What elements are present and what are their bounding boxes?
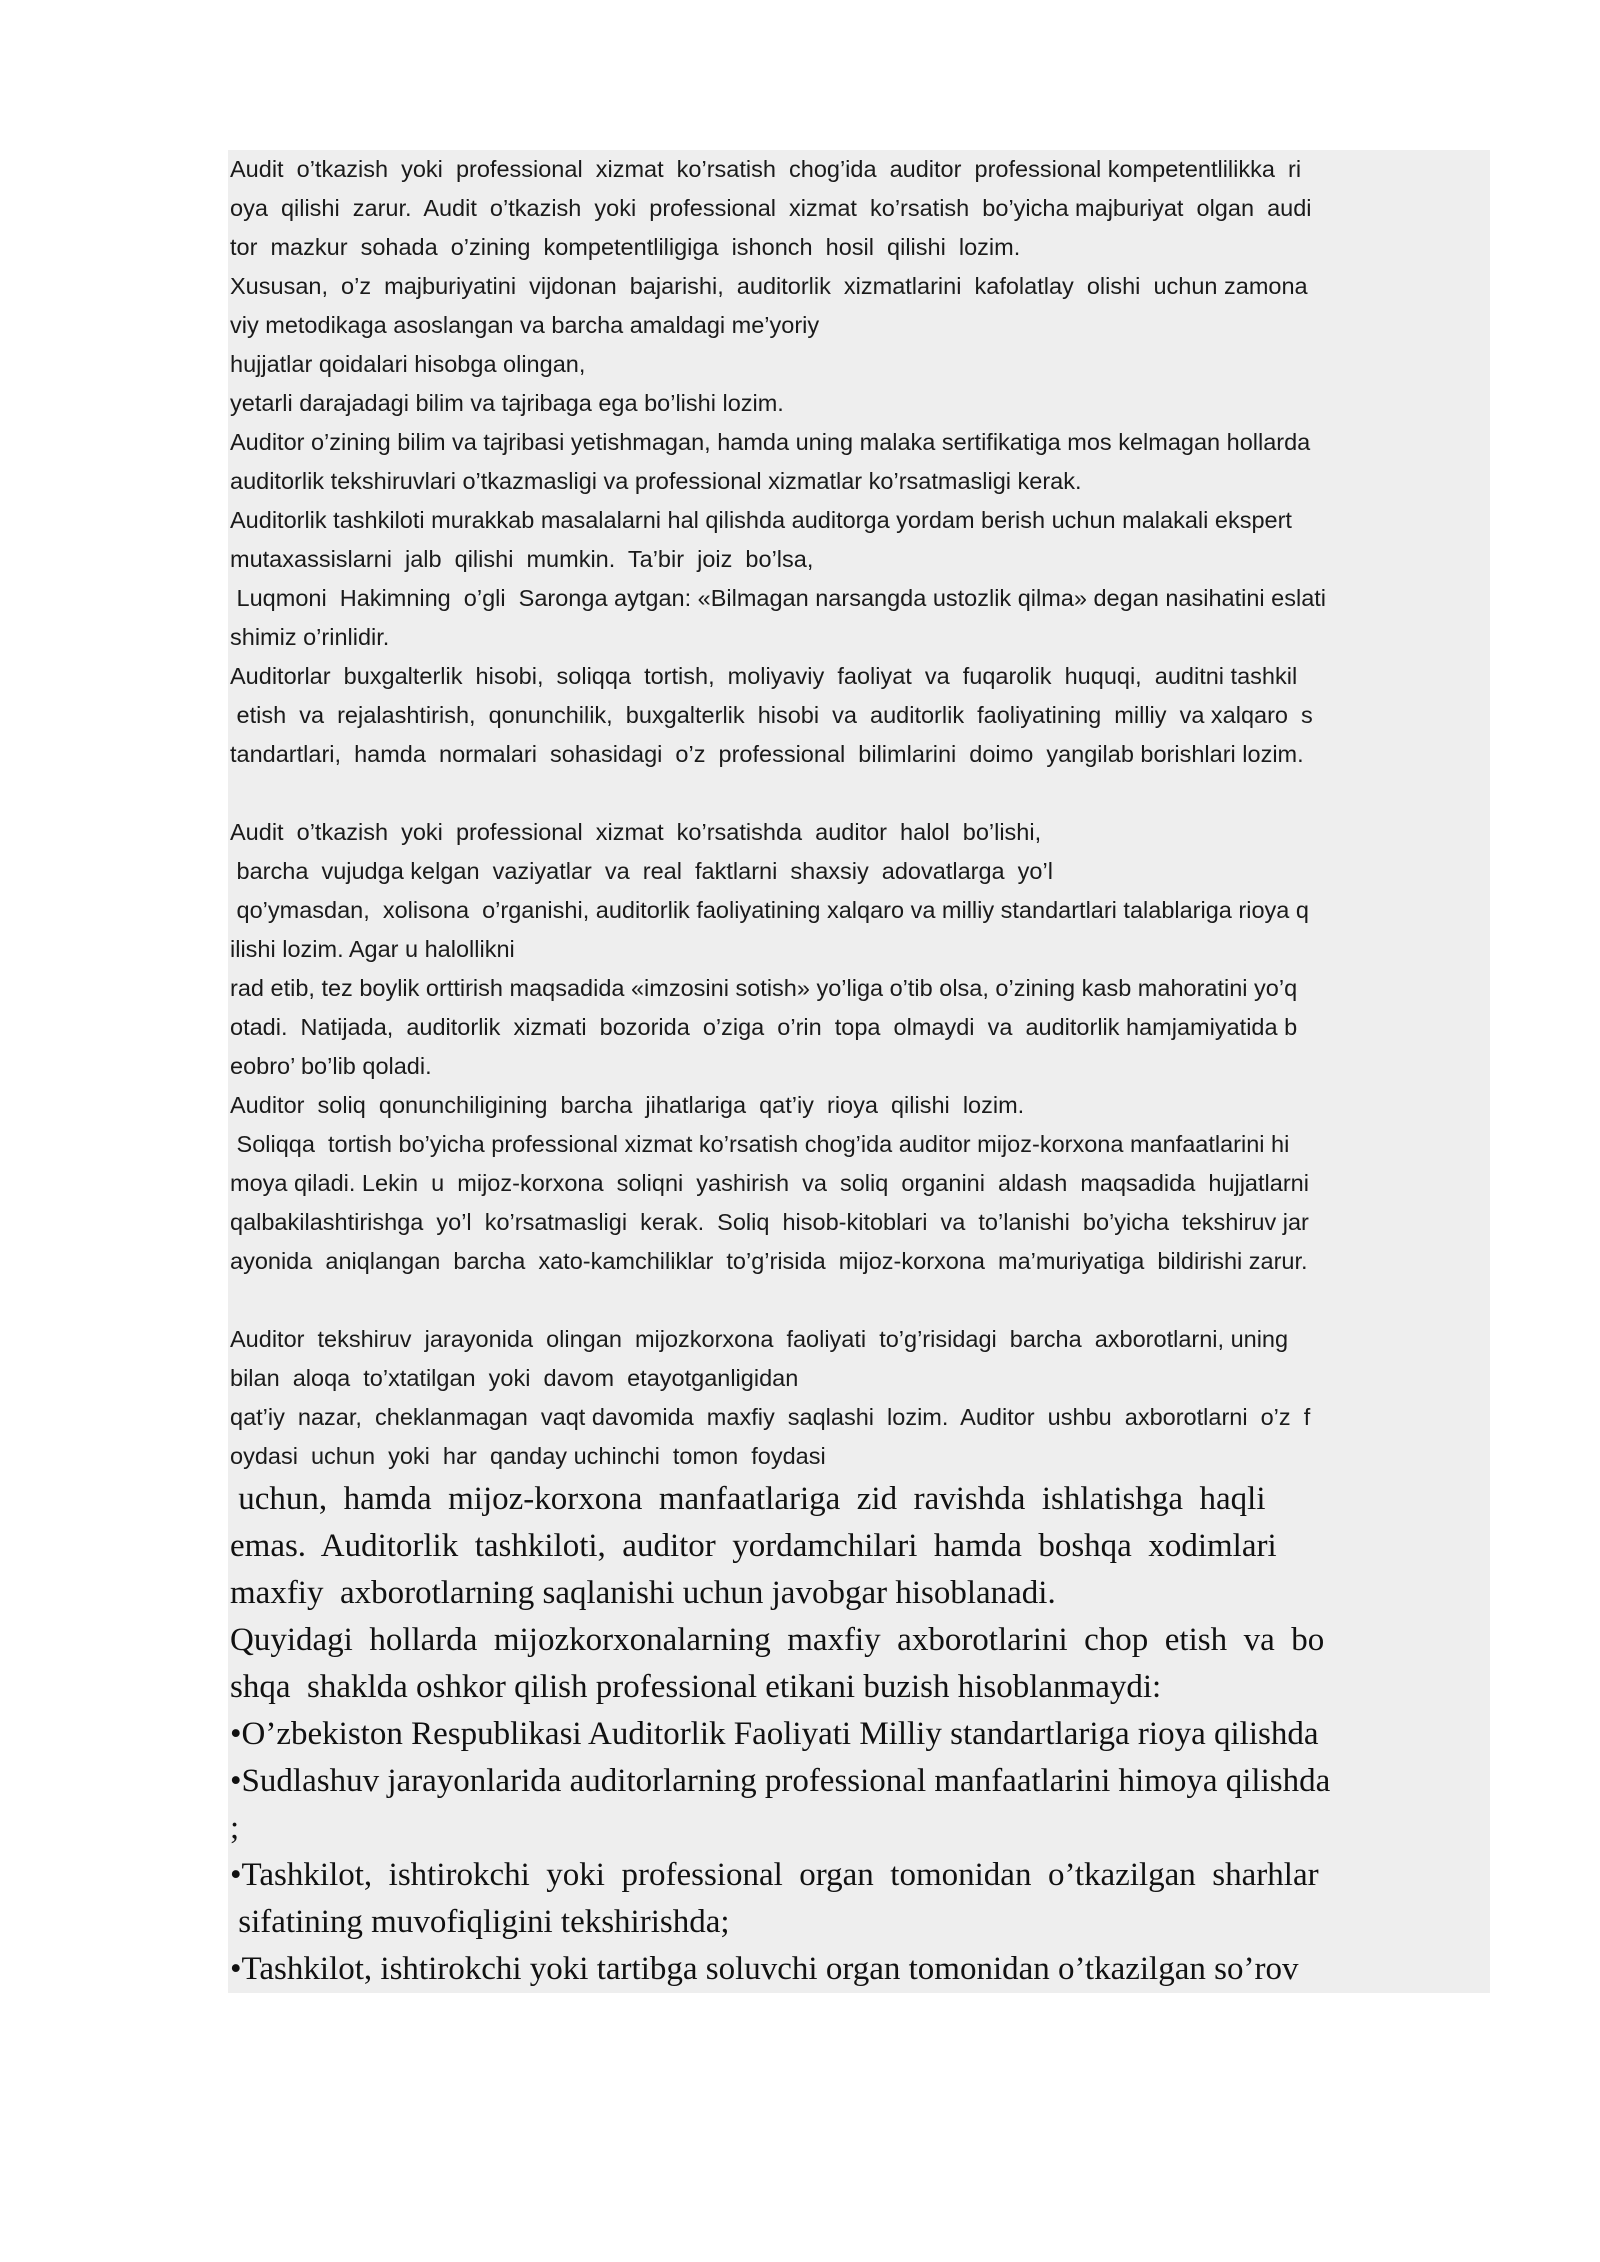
bullet-item: •Tashkilot, ishtirokchi yoki professional organ tomonidan o’tkazilgan sharhlar bbox=[230, 1857, 1319, 1893]
text-line: rad etib, tez boylik orttirish maqsadida «imzosini sotish» yo’liga o’tib olsa, o’zining kasb mahoratini yo’q bbox=[230, 975, 1298, 1001]
section-competence bbox=[228, 150, 1490, 813]
text-line: Soliqqa tortish bo’yicha professional xizmat ko’rsatish chog’ida auditor mijoz-korxona manfaatlarini hi bbox=[230, 1131, 1290, 1157]
text-line: qalbakilashtirishga yo’l ko’rsatmasligi kerak. Soliq hisob-kitoblari va to’lanishi bo’yicha tekshiruv jar bbox=[230, 1209, 1309, 1235]
text-line: tandartlari, hamda normalari sohasidagi o’z professional bilimlarini doimo yangilab borishlari lozim. bbox=[230, 741, 1304, 767]
text-line: Auditor o’zining bilim va tajribasi yetishmagan, hamda uning malaka sertifikatiga mos kelmagan hollarda bbox=[230, 429, 1311, 455]
text-line: ayonida aniqlangan barcha xato-kamchiliklar to’g’risida mijoz-korxona ma’muriyatiga bildirishi zarur. bbox=[230, 1248, 1308, 1274]
text-line: Luqmoni Hakimning o’gli Saronga aytgan: «Bilmagan narsangda ustozlik qilma» degan nasihatini eslati bbox=[230, 585, 1327, 611]
text-line: maxfiy axborotlarning saqlanishi uchun javobgar hisoblanadi. bbox=[230, 1575, 1056, 1611]
text-line: Audit o’tkazish yoki professional xizmat ko’rsatishda auditor halol bo’lishi, bbox=[230, 819, 1042, 845]
text-line: Xususan, o’z majburiyatini vijdonan bajarishi, auditorlik xizmatlarini kafolatlay olishi uchun zamona bbox=[230, 273, 1308, 299]
paragraph-gap bbox=[230, 774, 1488, 813]
section-honesty bbox=[228, 813, 1490, 1320]
bullet-item: •Tashkilot, ishtirokchi yoki tartibga soluvchi organ tomonidan o’tkazilgan so’rov bbox=[230, 1951, 1299, 1987]
text-line: yetarli darajadagi bilim va tajribaga ega bo’lishi lozim. bbox=[230, 390, 784, 416]
text-line: viy metodikaga asoslangan va barcha amaldagi me’yoriy bbox=[230, 312, 820, 338]
text-line: oya qilishi zarur. Audit o’tkazish yoki professional xizmat ko’rsatish bo’yicha majburiyat olgan audi bbox=[230, 195, 1312, 221]
text-line: bilan aloqa to’xtatilgan yoki davom etayotganligidan bbox=[230, 1365, 799, 1391]
text-line: Audit o’tkazish yoki professional xizmat ko’rsatish chog’ida auditor professional kompetentlilikka ri bbox=[230, 156, 1302, 182]
text-line: barcha vujudga kelgan vaziyatlar va real faktlarni shaxsiy adovatlarga yo’l bbox=[230, 858, 1053, 884]
text-line: shqa shaklda oshkor qilish professional etikani buzish hisoblanmaydi: bbox=[230, 1669, 1162, 1705]
document-text-block bbox=[228, 150, 1490, 1993]
text-line: emas. Auditorlik tashkiloti, auditor yordamchilari hamda boshqa xodimlari bbox=[230, 1528, 1277, 1564]
text-line: Auditor tekshiruv jarayonida olingan mijozkorxona faoliyati to’g’risidagi barcha axborotlarni, uning bbox=[230, 1326, 1289, 1352]
text-line: mutaxassislarni jalb qilishi mumkin. Ta’bir joiz bo’lsa, bbox=[230, 546, 814, 572]
text-line: sifatining muvofiqligini tekshirishda; bbox=[230, 1904, 730, 1940]
text-line: ; bbox=[230, 1810, 240, 1846]
text-line: uchun, hamda mijoz-korxona manfaatlariga zid ravishda ishlatishga haqli bbox=[230, 1481, 1266, 1517]
text-line: tor mazkur sohada o’zining kompetentliligiga ishonch hosil qilishi lozim. bbox=[230, 234, 1021, 260]
text-line: Auditor soliq qonunchiligining barcha jihatlariga qat’iy rioya qilishi lozim. bbox=[230, 1092, 1025, 1118]
text-line: Auditorlik tashkiloti murakkab masalalarni hal qilishda auditorga yordam berish uchun malakali ekspert bbox=[230, 507, 1292, 533]
text-line: eobro’ bo’lib qoladi. bbox=[230, 1053, 432, 1079]
text-line: qat’iy nazar, cheklanmagan vaqt davomida maxfiy saqlashi lozim. Auditor ushbu axborotlarni o’z f bbox=[230, 1404, 1311, 1430]
section-confidentiality bbox=[228, 1320, 1490, 1476]
text-line: Auditorlar buxgalterlik hisobi, soliqqa tortish, moliyaviy faoliyat va fuqarolik huquqi, auditni tashkil bbox=[230, 663, 1298, 689]
text-line: qo’ymasdan, xolisona o’rganishi, auditorlik faoliyatining xalqaro va milliy standartlari talablariga rioya q bbox=[230, 897, 1309, 923]
bullet-item: •Sudlashuv jarayonlarida auditorlarning professional manfaatlarini himoya qilishda bbox=[230, 1763, 1331, 1799]
text-line: ilishi lozim. Agar u halollikni bbox=[230, 936, 515, 962]
text-line: etish va rejalashtirish, qonunchilik, buxgalterlik hisobi va auditorlik faoliyatining milliy va xalqaro s bbox=[230, 702, 1313, 728]
text-line: auditorlik tekshiruvlari o’tkazmasligi va professional xizmatlar ko’rsatmasligi kerak. bbox=[230, 468, 1082, 494]
text-line: moya qiladi. Lekin u mijoz-korxona soliqni yashirish va soliq organini aldash maqsadida hujjatlarni bbox=[230, 1170, 1309, 1196]
text-line: hujjatlar qoidalari hisobga olingan, bbox=[230, 351, 586, 377]
text-line: otadi. Natijada, auditorlik xizmati bozorida o’ziga o’rin topa olmaydi va auditorlik hamjamiyatida b bbox=[230, 1014, 1298, 1040]
bullet-item: •O’zbekiston Respublikasi Auditorlik Faoliyati Milliy standartlariga rioya qilishda bbox=[230, 1716, 1319, 1752]
section-confidentiality-serif bbox=[228, 1476, 1490, 1993]
paragraph-gap bbox=[230, 1281, 1488, 1320]
text-line: Quyidagi hollarda mijozkorxonalarning maxfiy axborotlarini chop etish va bo bbox=[230, 1622, 1325, 1658]
text-line: oydasi uchun yoki har qanday uchinchi tomon foydasi bbox=[230, 1443, 826, 1469]
text-line: shimiz o’rinlidir. bbox=[230, 624, 390, 650]
